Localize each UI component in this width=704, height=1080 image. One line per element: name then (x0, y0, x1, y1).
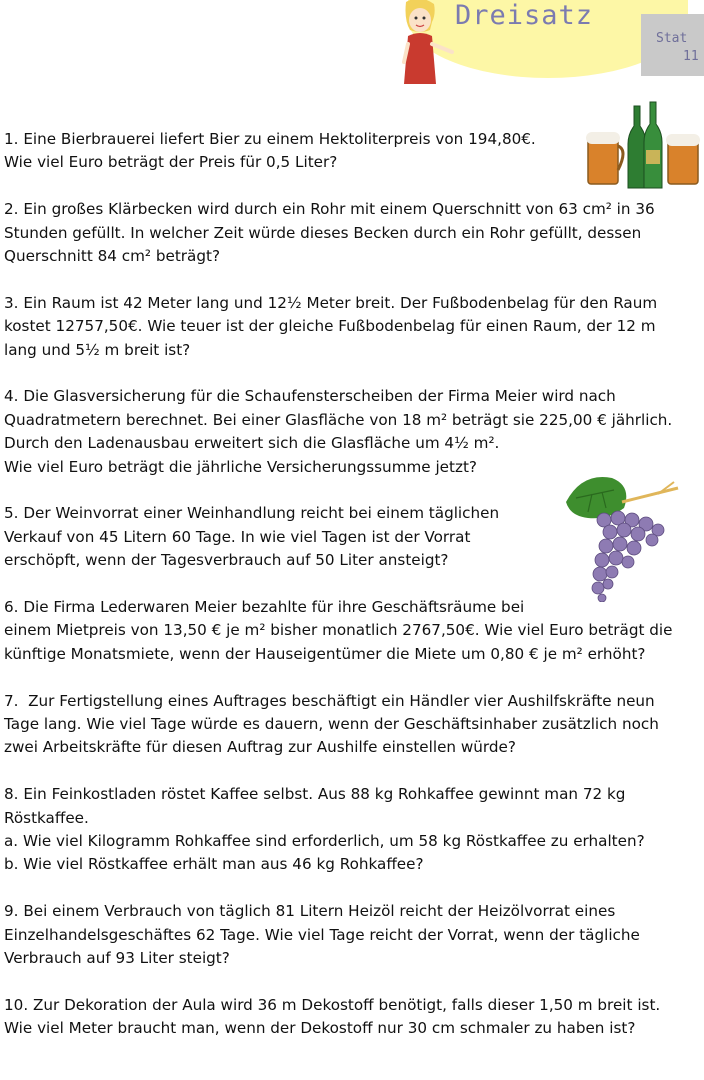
task-10 (4, 994, 684, 1041)
stamp-line-1: Stat (656, 31, 688, 46)
task-text: 4. Die Glasversicherung für die Schaufensterscheiben der Firma Meier wird nach Quadratmetern berechnet. Bei einer Glasfläche von 18 m² beträgt sie 225,00 € jährlich. Durch den Ladenausbau erweitert sich die Glasfläche um 4½ m². Wie viel Euro beträgt die jährliche Versicherungssumme jetzt? (4, 387, 673, 476)
task-text: 7. Zur Fertigstellung eines Auftrages beschäftigt ein Händler vier Aushilfskräfte neun Tage lang. Wie viel Tage würde es dauern, wenn der Geschäftsinhaber zusätzlich noch zwei Arbeitskräfte für diesen Auftrag zur Aushilfe einstellen würde? (4, 691, 664, 757)
task-text: 9. Bei einem Verbrauch von täglich 81 Litern Heizöl reicht der Heizölvorrat eines Einzelhandelsgeschäftes 62 Tage. Wie viel Tage reicht der Vorrat, wenn der tägliche Verbrauch auf 93 Liter steigt? (4, 902, 645, 968)
task-text: 6. Die Firma Lederwaren Meier bezahlte für ihre Geschäftsräume bei einem Mietpreis von 13,50 € je m² bisher monatlich 2767,50€. Wie viel Euro beträgt die künftige Monatsmiete, wenn der Hauseigentümer die Miete um 0,80 € je m² erhöht? (4, 598, 673, 663)
task-4 (4, 385, 684, 479)
page-title: Dreisatz (455, 0, 594, 31)
task-9 (4, 900, 684, 970)
task-text: 2. Ein großes Klärbecken wird durch ein Rohr mit einem Querschnitt von 63 cm² in 36 Stunden gefüllt. In welcher Zeit würde dieses Becken durch ein Rohr gefüllt, dessen Querschnitt 84 cm² beträgt? (4, 200, 660, 266)
task-text: 8. Ein Feinkostladen röstet Kaffee selbst. Aus 88 kg Rohkaffee gewinnt man 72 kg Röstkaffee. a. Wie viel Kilogramm Rohkaffee sind erforderlich, um 58 kg Röstkaffee zu erhalten? b. Wie viel Röstkaffee erhält man aus 46 kg Rohkaffee? (4, 785, 645, 874)
girl-illustration (396, 0, 458, 88)
task-5 (4, 502, 684, 572)
task-8 (4, 783, 684, 877)
task-6 (4, 596, 684, 666)
task-3 (4, 292, 684, 362)
task-text: 10. Zur Dekoration der Aula wird 36 m Dekostoff benötigt, falls dieser 1,50 m breit ist. Wie viel Meter braucht man, wenn der Dekostoff nur 30 cm schmaler zu haben ist? (4, 995, 666, 1038)
task-7 (4, 690, 684, 760)
task-text: 3. Ein Raum ist 42 Meter lang und 12½ Meter breit. Der Fußbodenbelag für den Raum kostet 12757,50€. Wie teuer ist der gleiche Fußbodenbelag für einen Raum, der 12 m lang und 5½ m breit ist? (4, 293, 662, 359)
task-1 (4, 128, 684, 175)
task-text: 1. Eine Bierbrauerei liefert Bier zu einem Hektoliterpreis von 194,80€. Wie viel Euro beträgt der Preis für 0,5 Liter? (4, 130, 536, 172)
exercise-list (4, 128, 684, 1064)
task-text: 5. Der Weinvorrat einer Weinhandlung reicht bei einem täglichen Verkauf von 45 Litern 60 Tage. In wie viel Tagen ist der Vorrat erschöpft, wenn der Tagesverbrauch auf 50 Liter ansteigt? (4, 504, 500, 570)
task-2 (4, 198, 684, 268)
stamp-box (641, 14, 704, 76)
stamp-line-2: 11 (683, 49, 699, 64)
